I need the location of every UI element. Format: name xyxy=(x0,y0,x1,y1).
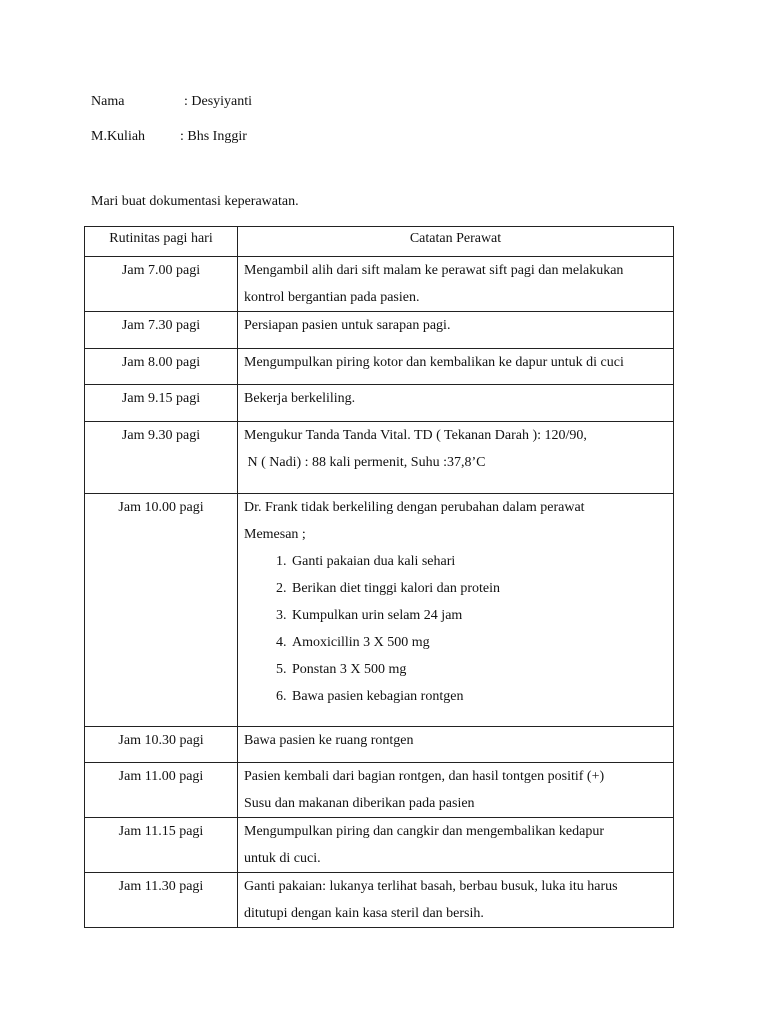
note-line: ditutupi dengan kain kasa steril dan bersih. xyxy=(244,906,484,921)
note-line: Dr. Frank tidak berkeliling dengan perubahan dalam perawat xyxy=(244,500,585,515)
note-line: kontrol bergantian pada pasien. xyxy=(244,290,420,305)
row-time: Jam 7.00 pagi xyxy=(85,257,238,312)
kuliah-label: M.Kuliah xyxy=(91,129,146,144)
orders-list xyxy=(244,548,669,710)
note-line: N ( Nadi) : 88 kali permenit, Suhu :37,8’C xyxy=(244,455,486,470)
row-note xyxy=(238,727,674,763)
row-time: Jam 10.00 pagi xyxy=(85,494,238,727)
order-item: 2. Berikan diet tinggi kalori dan protein xyxy=(290,575,669,602)
note-line: Bawa pasien ke ruang rontgen xyxy=(244,733,414,748)
table-row xyxy=(85,873,674,928)
note-line: Mengumpulkan piring dan cangkir dan mengembalikan kedapur xyxy=(244,824,605,839)
note-line: Pasien kembali dari bagian rontgen, dan hasil tontgen positif (+) xyxy=(244,769,605,784)
table-header-row xyxy=(85,227,674,257)
table-row xyxy=(85,422,674,494)
table-row xyxy=(85,763,674,818)
nama-label: Nama xyxy=(91,94,125,109)
nursing-log-table xyxy=(84,226,674,928)
table-row xyxy=(85,385,674,422)
row-time: Jam 9.15 pagi xyxy=(85,385,238,422)
table-row xyxy=(85,494,674,727)
row-note xyxy=(238,257,674,312)
row-note xyxy=(238,422,674,494)
table-row xyxy=(85,727,674,763)
note-line: untuk di cuci. xyxy=(244,851,321,866)
row-time: Jam 11.30 pagi xyxy=(85,873,238,928)
table-row xyxy=(85,818,674,873)
note-line: Persiapan pasien untuk sarapan pagi. xyxy=(244,318,451,333)
note-line: Memesan ; xyxy=(244,527,306,542)
row-note xyxy=(238,312,674,349)
table-row xyxy=(85,312,674,349)
row-time: Jam 11.00 pagi xyxy=(85,763,238,818)
row-time: Jam 7.30 pagi xyxy=(85,312,238,349)
row-time: Jam 11.15 pagi xyxy=(85,818,238,873)
note-line: Mengukur Tanda Tanda Vital. TD ( Tekanan Darah ): 120/90, xyxy=(244,428,587,443)
row-note xyxy=(238,873,674,928)
nama-value: : Desyiyanti xyxy=(184,94,253,109)
note-line: Mengambil alih dari sift malam ke perawat sift pagi dan melakukan xyxy=(244,263,624,278)
row-note xyxy=(238,385,674,422)
order-item: 4. Amoxicillin 3 X 500 mg xyxy=(290,629,669,656)
note-line: Bekerja berkeliling. xyxy=(244,391,356,406)
row-note xyxy=(238,818,674,873)
column-header-notes: Catatan Perawat xyxy=(238,227,674,257)
column-header-time: Rutinitas pagi hari xyxy=(85,227,238,257)
note-line: Ganti pakaian: lukanya terlihat basah, berbau busuk, luka itu harus xyxy=(244,879,618,894)
row-time: Jam 9.30 pagi xyxy=(85,422,238,494)
table-row xyxy=(85,349,674,385)
row-note xyxy=(238,494,674,727)
order-item: 6. Bawa pasien kebagian rontgen xyxy=(290,683,669,710)
kuliah-value: : Bhs Inggir xyxy=(180,129,247,144)
row-time: Jam 10.30 pagi xyxy=(85,727,238,763)
order-item: 1. Ganti pakaian dua kali sehari xyxy=(290,548,669,575)
table-body xyxy=(85,257,674,928)
table-row xyxy=(85,257,674,312)
order-item: 3. Kumpulkan urin selam 24 jam xyxy=(290,602,669,629)
note-line: Mengumpulkan piring kotor dan kembalikan ke dapur untuk di cuci xyxy=(244,355,624,370)
intro-text: Mari buat dokumentasi keperawatan. xyxy=(91,194,299,209)
order-item: 5. Ponstan 3 X 500 mg xyxy=(290,656,669,683)
note-line: Susu dan makanan diberikan pada pasien xyxy=(244,796,475,811)
row-note xyxy=(238,763,674,818)
row-note xyxy=(238,349,674,385)
row-time: Jam 8.00 pagi xyxy=(85,349,238,385)
